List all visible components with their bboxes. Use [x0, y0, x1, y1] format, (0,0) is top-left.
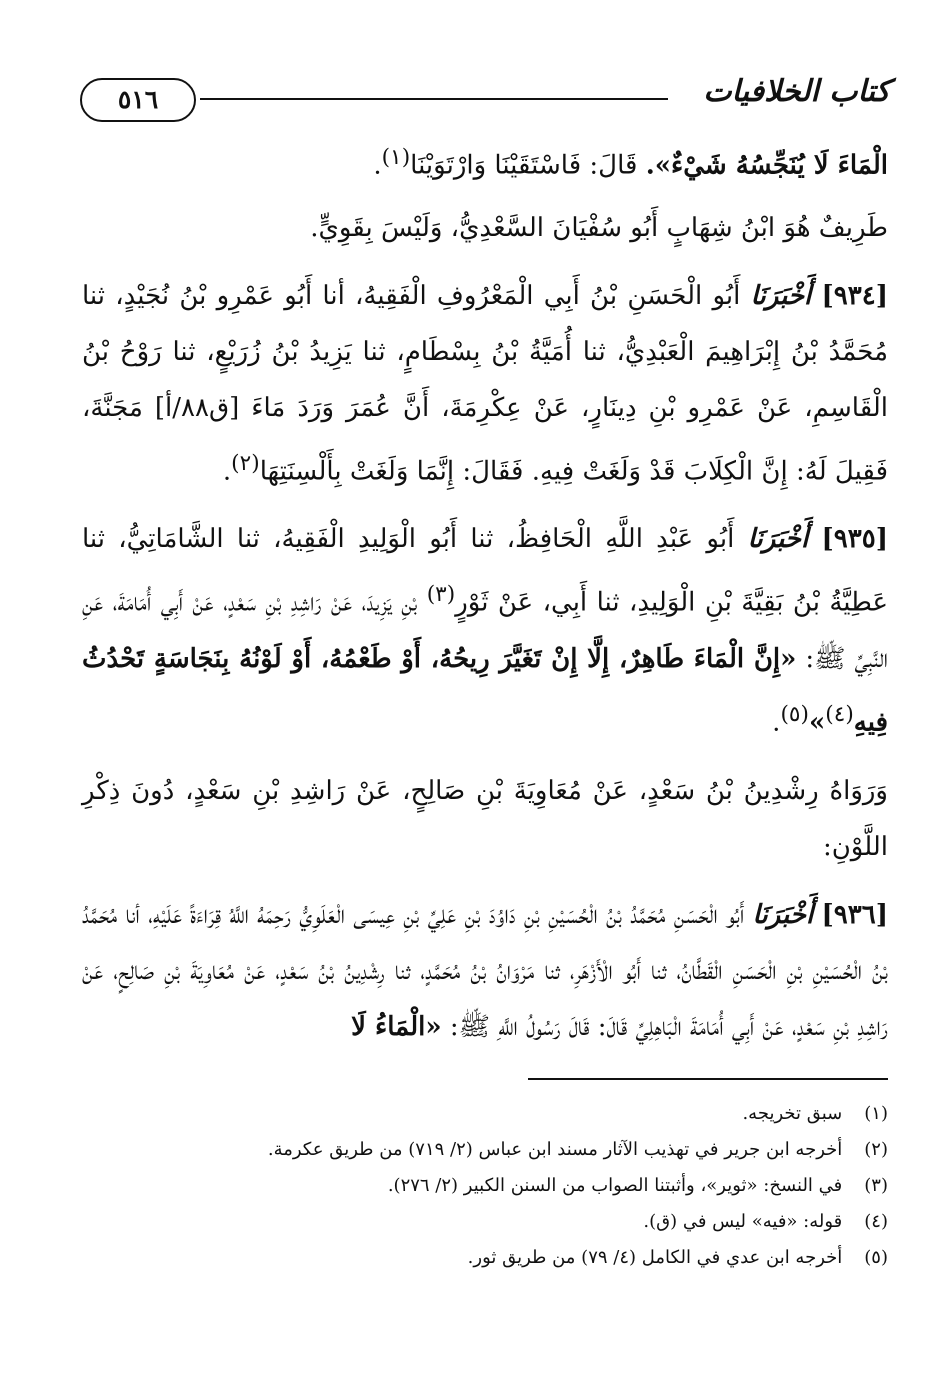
- footnote-number: (٥): [864, 1247, 888, 1268]
- footnote-text: أخرجه ابن عدي في الكامل (٤/ ٧٩) من طريق ثور.: [467, 1247, 843, 1268]
- paragraph-note: [82, 200, 888, 256]
- footnote-ref: (١): [381, 145, 411, 170]
- footnote-number: (٤): [864, 1211, 888, 1232]
- footnote-ref: (٤): [825, 701, 854, 727]
- paragraph-text: أَبُو الْحَسَنِ بْنُ أَبِي الْمَعْرُوفِ الْفَقِيهُ، أنا أَبُو عَمْرِو بْنُ نُجَيْدٍ، ثنا مُحَمَّدُ بْنُ إِبْرَاهِيمَ الْعَبْدِيُّ، ثنا أُمَيَّةُ بْنُ بِسْطَامٍ، ثنا يَزِيدُ بْنُ زُرَيْعٍ، ثنا رَوْحُ بْنُ الْقَاسِمِ، عَنْ عَمْرِو بْنِ دِينَارٍ، عَنْ عِكْرِمَةَ، أَنَّ عُمَرَ وَرَدَ مَاءَ [ق٨٨/أ] مَجَنَّةَ، فَقِيلَ لَهُ: إِنَّ الْكِلَابَ قَدْ وَلَغَتْ فِيهِ. فَقَالَ: إِنَّمَا وَلَغَتْ بِأَلْسِنَتِهَا: [82, 280, 888, 487]
- footnote-text: في النسخ: «ثوير»، وأثبتنا الصواب من السنن الكبير (٢/ ٢٧٦).: [387, 1175, 843, 1196]
- footnote-separator: [528, 1078, 888, 1080]
- main-text: [82, 130, 888, 1067]
- paragraph-continuation: [82, 130, 888, 194]
- hadith-number: [٩٣٤]: [821, 280, 889, 311]
- quote-close: »: [808, 707, 826, 738]
- hadith-number: [٩٣٦]: [821, 899, 889, 930]
- hadith-text: الْمَاءَ لَا يُنَجِّسُهُ شَيْءٌ».: [645, 150, 888, 181]
- akhbarana-word: أَخْبَرَنَا: [747, 524, 809, 555]
- footnote: [82, 1168, 888, 1204]
- page-header: [80, 72, 890, 126]
- paragraph-935: [82, 511, 888, 750]
- footnote-number: (١): [864, 1103, 888, 1124]
- footnote-text: أخرجه ابن جرير في تهذيب الآثار مسند ابن عباس (٢/ ٧١٩) من طريق عكرمة.: [267, 1139, 843, 1160]
- paragraph-narration: [82, 763, 888, 875]
- footnote-text: قوله: «فيه» ليس في (ق).: [643, 1211, 843, 1232]
- footnote-ref: (٣): [426, 582, 456, 608]
- paragraph-936: [82, 887, 888, 1055]
- punctuation: .: [772, 707, 781, 738]
- paragraph-934: [82, 268, 888, 500]
- hadith-text: «إِنَّ الْمَاءَ طَاهِرٌ، إِلَّا إِنْ تَغَيَّرَ رِيحُهُ، أَوْ طَعْمُهُ، أَوْ لَوْنُهُ بِنَجَاسَةٍ تَحْدُثُ فِيهِ: [82, 643, 888, 738]
- akhbarana-word: أَخْبَرَنَا: [750, 280, 812, 311]
- footnotes: [82, 1096, 888, 1276]
- footnote-text: سبق تخريجه.: [742, 1103, 843, 1124]
- hadith-text: «الْمَاءُ لَا: [351, 1011, 442, 1042]
- punctuation: .: [222, 456, 232, 487]
- paragraph-text: أَبُو عَبْدِ اللَّهِ الْحَافِظُ، ثنا أَبُو الْوَلِيدِ الْفَقِيهُ، ثنا الشَّامَاتِيُّ، ثنا عَطِيَّةُ بْنُ بَقِيَّةَ بْنِ الْوَلِيدِ، ثنا أَبِي، عَنْ ثَوْرٍ: [82, 524, 888, 618]
- book-title: كتاب الخلافيات: [703, 74, 890, 109]
- paragraph-text: أَبُو الْحَسَنِ مُحَمَّدُ بْنُ الْحُسَيْنِ بْنِ دَاوُدَ بْنِ عَلِيِّ بْنِ عِيسَى الْعَلَوِيُّ رَحِمَهُ اللَّهُ قِرَاءَةً عَلَيْهِ، أنا مُحَمَّدُ بْنُ الْحُسَيْنِ بْنِ الْحَسَنِ الْقَطَّانُ، ثنا أَبُو الْأَزْهَرِ، ثنا مَرْوَانُ بْنُ مُحَمَّدٍ، ثنا رِشْدِينُ بْنُ سَعْدٍ، عَنْ مُعَاوِيَةَ بْنِ صَالِحٍ، عَنْ رَاشِدِ بْنِ سَعْدٍ، عَنْ أَبِي أُمَامَةَ الْبَاهِلِيِّ قَالَ: قَالَ رَسُولُ اللَّهِ ﷺ:: [82, 899, 888, 1042]
- hadith-number: [٩٣٥]: [821, 524, 888, 555]
- paragraph-text: بْنِ يَزِيدَ، عَنْ رَاشِدِ بْنِ سَعْدٍ، عَنْ أَبِي أُمَامَةَ، عَنِ النَّبِيِّ ﷺ:: [82, 587, 888, 674]
- punctuation: .: [373, 150, 382, 181]
- paragraph-text: طَرِيفٌ هُوَ ابْنُ شِهَابٍ أَبُو سُفْيَانَ السَّعْدِيُّ، وَلَيْسَ بِقَوِيٍّ.: [310, 212, 888, 243]
- footnote: [82, 1132, 888, 1168]
- page-number: ٥١٦: [80, 78, 196, 122]
- footnote-ref: (٥): [780, 701, 809, 727]
- footnote: [82, 1096, 888, 1132]
- footnote-number: (٢): [864, 1139, 888, 1160]
- paragraph-text: وَرَوَاهُ رِشْدِينُ بْنُ سَعْدٍ، عَنْ مُعَاوِيَةَ بْنِ صَالِحٍ، عَنْ رَاشِدِ بْنِ سَعْدٍ، دُونَ ذِكْرِ اللَّوْنِ:: [82, 775, 888, 862]
- footnote-ref: (٢): [231, 450, 260, 476]
- footnote-number: (٣): [864, 1175, 888, 1196]
- footnote: [82, 1240, 888, 1276]
- footnote: [82, 1204, 888, 1240]
- header-rule: [200, 98, 668, 100]
- akhbarana-word: أَخْبَرَنَا: [752, 899, 814, 930]
- paragraph-text: قَالَ: فَاسْتَقَيْنَا وَارْتَوَيْنَا: [410, 150, 646, 181]
